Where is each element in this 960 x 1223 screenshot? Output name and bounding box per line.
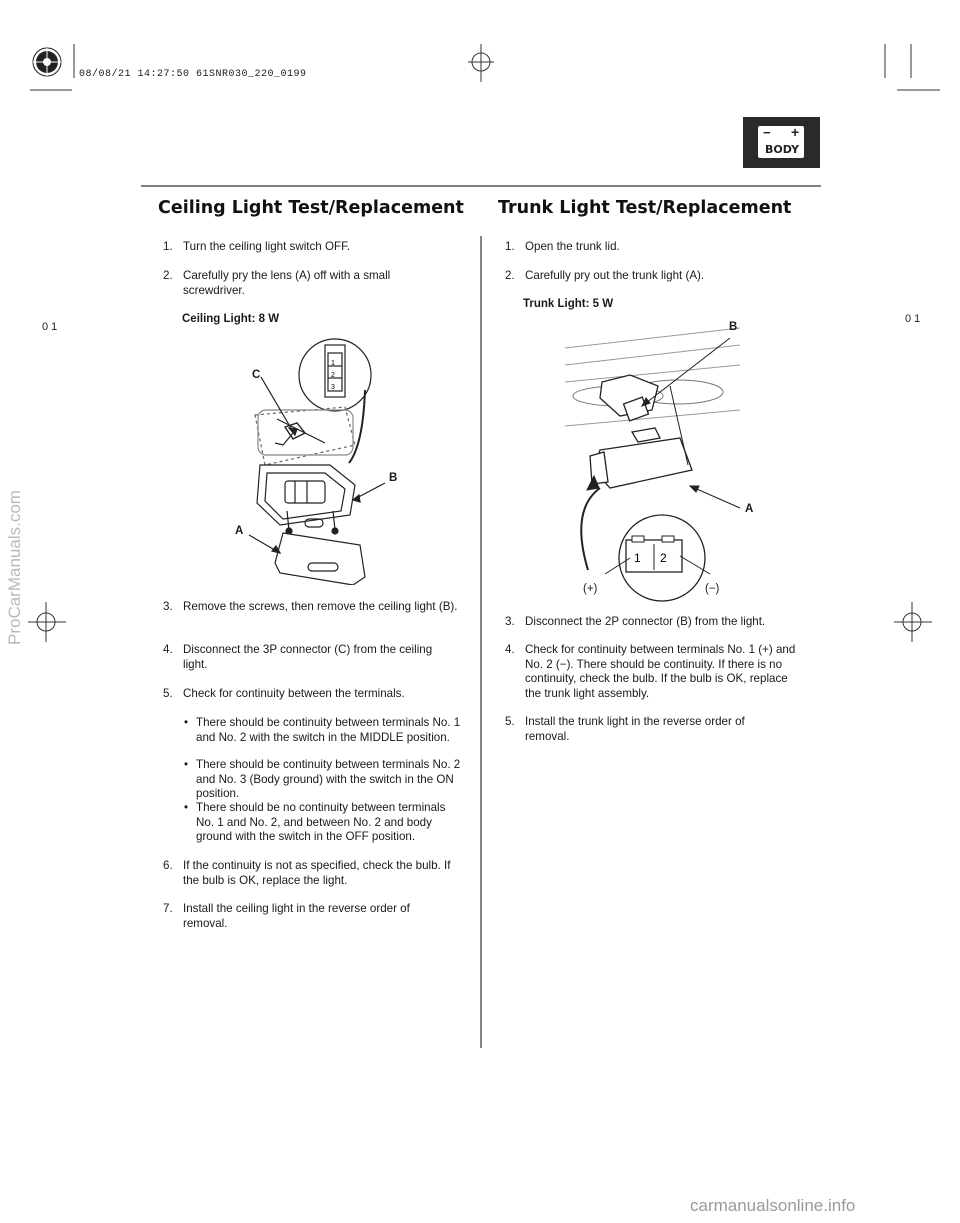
bullet-item: • There should be continuity between terminals No. 1 and No. 2 with the switch in the MIDDLE position. xyxy=(184,716,461,744)
label-a: A xyxy=(235,525,244,537)
footer-watermark: carmanualsonline.info xyxy=(690,1196,856,1215)
label-minus: (−) xyxy=(705,583,720,595)
margin-mark-right: 0 1 xyxy=(905,313,921,325)
list-item: 4. Check for continuity between terminals No. 1 (+) and No. 2 (−). There should be continuity. If there is no continuity, check the bulb. If the bulb is OK, replace the trunk light assembly. xyxy=(505,643,796,700)
trunk-light-caption: Trunk Light: 5 W xyxy=(523,298,614,310)
ceiling-light-title: Ceiling Light Test/Replacement xyxy=(158,198,464,218)
svg-text:1: 1 xyxy=(634,551,641,565)
svg-text:1: 1 xyxy=(331,360,335,367)
trunk-light-diagram xyxy=(560,320,760,610)
svg-text:3: 3 xyxy=(331,384,335,391)
badge-label: BODY xyxy=(765,143,800,156)
list-item: 2. Carefully pry the lens (A) off with a small screwdriver. xyxy=(163,269,391,297)
list-item: 5. Install the trunk light in the reverse order of removal. xyxy=(505,715,745,743)
list-item: 7. Install the ceiling light in the reverse order of removal. xyxy=(163,902,410,930)
label-b: B xyxy=(729,321,738,333)
list-item: 3. Remove the screws, then remove the ceiling light (B). xyxy=(163,600,458,613)
battery-minus-icon: − xyxy=(763,125,771,140)
list-item: 2. Carefully pry out the trunk light (A). xyxy=(505,269,705,282)
list-item: 3. Disconnect the 2P connector (B) from the light. xyxy=(505,615,766,628)
list-item: 6. If the continuity is not as specified, check the bulb. If the bulb is OK, replace the light. xyxy=(163,859,451,887)
list-item: 5. Check for continuity between the terminals. xyxy=(163,687,405,700)
list-item: 4. Disconnect the 3P connector (C) from the ceiling light. xyxy=(163,643,433,671)
ceiling-light-diagram xyxy=(225,335,470,585)
battery-plus-icon: + xyxy=(791,124,800,140)
label-a: A xyxy=(745,503,754,515)
list-item: 1. Turn the ceiling light switch OFF. xyxy=(163,240,351,253)
trunk-light-title: Trunk Light Test/Replacement xyxy=(498,198,792,218)
bullet-item: • There should be continuity between terminals No. 2 and No. 3 (Body ground) with the switch in the ON position. xyxy=(184,758,461,801)
label-c: C xyxy=(252,369,261,381)
label-plus: (+) xyxy=(583,583,598,595)
label-b: B xyxy=(389,472,398,484)
section-badge xyxy=(743,117,820,168)
side-watermark: ProCarManuals.com xyxy=(5,490,24,645)
bullet-item: • There should be no continuity between terminals No. 1 and No. 2, and between No. 2 and body ground with the switch in the OFF position. xyxy=(184,801,446,844)
ceiling-light-caption: Ceiling Light: 8 W xyxy=(182,313,280,325)
print-timestamp: 08/08/21 14:27:50 61SNR030_220_0199 xyxy=(79,69,307,80)
svg-text:2: 2 xyxy=(660,551,667,565)
margin-mark-left: 0 1 xyxy=(42,321,58,333)
registration-target-icon xyxy=(33,48,61,76)
list-item: 1. Open the trunk lid. xyxy=(505,240,620,253)
svg-text:2: 2 xyxy=(331,372,335,379)
